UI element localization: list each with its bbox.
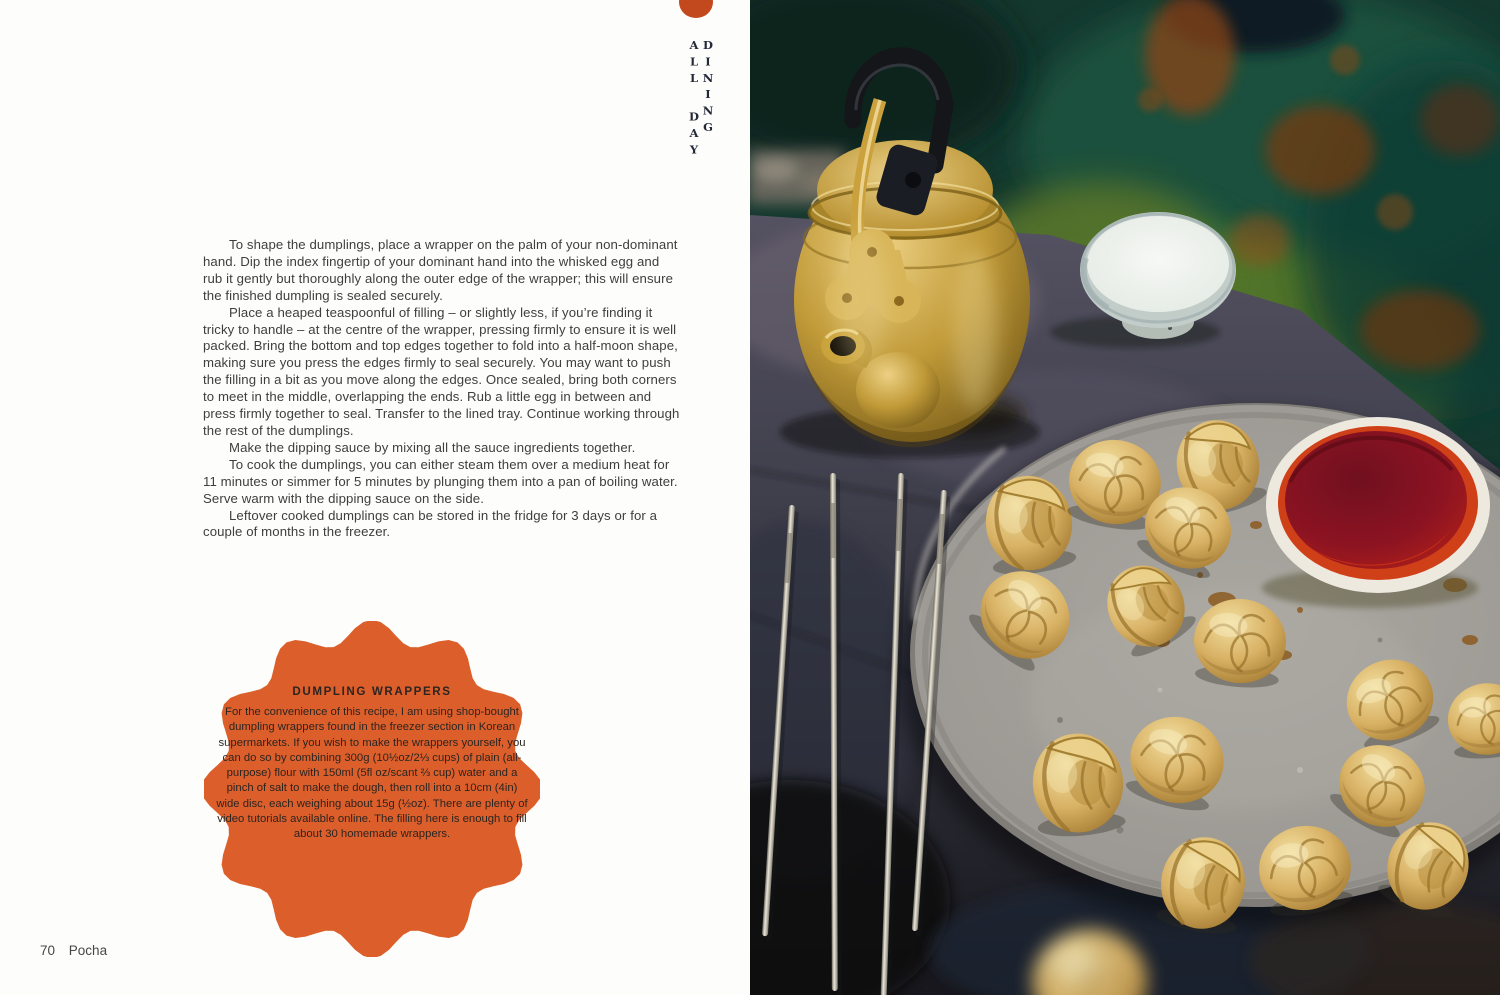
food-photograph — [750, 0, 1500, 995]
recipe-paragraph: To shape the dumplings, place a wrapper on the palm of your non-dominant hand. Dip the index fingertip of your dominant hand into the whisked egg and rub it gently but thoroughly along the outer edge of the wrapper; this will ensure the finished dumpling is sealed securely. — [203, 237, 678, 303]
section-header: ALL DAY DINING — [687, 38, 715, 159]
photo-dipping-sauce-bowl — [1262, 417, 1490, 608]
wrapper-note-badge — [204, 621, 540, 957]
recipe-method-text — [203, 237, 682, 541]
right-page-photo — [750, 0, 1500, 995]
badge-body: For the convenience of this recipe, I am using shop-bought dumpling wrappers found in the freezer section in Korean supermarkets. If you wish to make the wrappers yourself, you can do so by combining 300g (10½oz/2⅓ cups) of plain (all-purpose) flour with 150ml (5fl oz/scant ⅔ cup) water and a pinch of salt to make the dough, then roll into a 10cm (4in) wide disc, each weighing about 15g (½oz). There are plenty of video tutorials available online. The filling here is enough to fill about 30 homemade wrappers. — [216, 706, 528, 841]
footer-page-number: 70 — [40, 943, 56, 958]
recipe-paragraph: Place a heaped teaspoonful of filling – or slightly less, if you’re finding it tricky to handle – at the centre of the wrapper, pressing firmly to ensure it is well packed. Bring the bottom and top edges together to fold into a half-moon shape, making sure you press the edges firmly to seal securely. You may want to push the filling in a bit as you move along the edges. Once sealed, bring both corners to meet in the middle, overlapping the ends. Rub a little egg in between and press firmly together to seal. Transfer to the lined tray. Continue working through the rest of the dumplings. — [203, 304, 680, 438]
badge-title: DUMPLING WRAPPERS — [292, 685, 452, 698]
page-footer — [40, 943, 107, 958]
recipe-paragraph: Make the dipping sauce by mixing all the sauce ingredients together. — [229, 439, 636, 455]
recipe-paragraph: Leftover cooked dumplings can be stored in the fridge for 3 days or for a couple of months in the freezer. — [203, 507, 658, 540]
chapter-dot — [679, 0, 713, 18]
footer-book-title: Pocha — [68, 943, 108, 958]
badge-content — [204, 621, 540, 957]
recipe-paragraph: To cook the dumplings, you can either steam them over a medium heat for 11 minutes or simmer for 5 minutes by plunging them into a pan of boiling water. Serve warm with the dipping sauce on the side. — [203, 456, 678, 506]
